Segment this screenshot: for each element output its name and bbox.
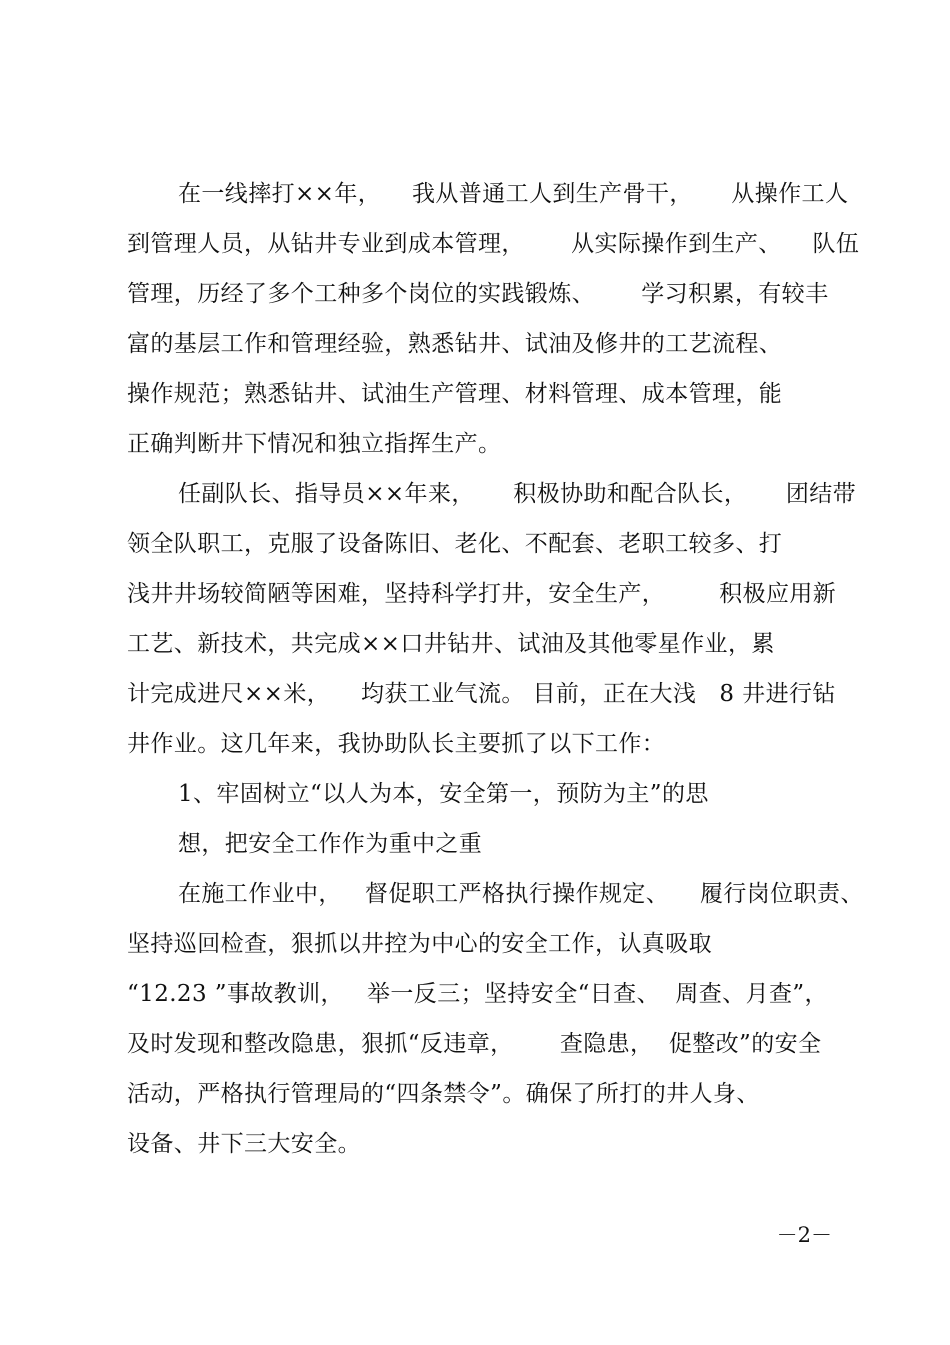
page-number: －2－ [776, 1223, 832, 1247]
paragraph-line: 设备、井下三大安全。 [127, 1131, 361, 1157]
paragraph-line: 任副队长、指导员××年来， 积极协助和配合队长， 团结带 [178, 481, 857, 507]
paragraph-line: 坚持巡回检查，狠抓以井控为中心的安全工作，认真吸取 [127, 931, 712, 957]
paragraph-line: 计完成进尺××米， 均获工业气流。 目前，正在大浅 8 井进行钻 [127, 681, 836, 707]
paragraph-line: 浅井井场较简陋等困难，坚持科学打井，安全生产， 积极应用新 [127, 581, 837, 607]
paragraph-line: 在施工作业中， 督促职工严格执行操作规定、 履行岗位职责、 [178, 881, 864, 907]
paragraph-line: 工艺、新技术，共完成××口井钻井、试油及其他零星作业，累 [127, 631, 775, 657]
section-heading-line: 想，把安全工作作为重中之重 [178, 831, 483, 857]
paragraph-line: 井作业。这几年来，我协助队长主要抓了以下工作： [127, 731, 666, 757]
paragraph-line: 在一线摔打××年， 我从普通工人到生产骨干， 从操作工人 [178, 181, 849, 207]
paragraph-line: 领全队职工，克服了设备陈旧、老化、不配套、老职工较多、打 [127, 531, 783, 557]
paragraph-line: 及时发现和整改隐患，狠抓“反违章， 查隐患， 促整改”的安全 [127, 1031, 822, 1057]
paragraph-line: 正确判断井下情况和独立指挥生产。 [127, 431, 502, 457]
paragraph-line: 操作规范；熟悉钻井、试油生产管理、材料管理、成本管理，能 [127, 381, 783, 407]
paragraph-line: 管理，历经了多个工种多个岗位的实践锻炼、 学习积累，有较丰 [127, 281, 829, 307]
paragraph-line: “12.23 ”事故教训， 举一反三；坚持安全“日查、 周查、月查”， [127, 981, 828, 1007]
section-heading-line: 1、牢固树立“以人为本，安全第一，预防为主”的思 [178, 781, 709, 807]
paragraph-line: 富的基层工作和管理经验，熟悉钻井、试油及修井的工艺流程、 [127, 331, 783, 357]
paragraph-line: 到管理人员，从钻井专业到成本管理， 从实际操作到生产、 队伍 [127, 231, 860, 257]
paragraph-line: 活动，严格执行管理局的“四条禁令”。确保了所打的井人身、 [127, 1081, 760, 1107]
